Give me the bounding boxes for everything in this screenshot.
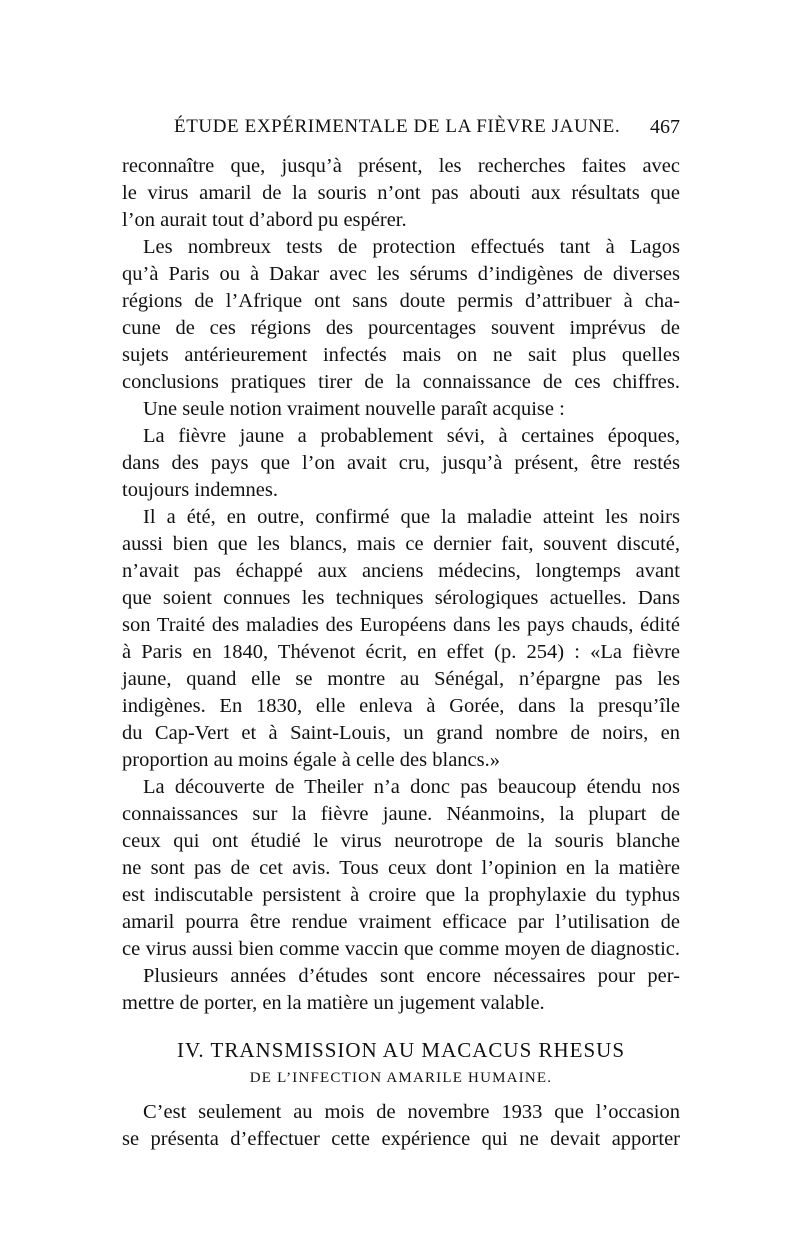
running-head [122,116,680,146]
text-line: La découverte de Theiler n’a donc pas beaucoup étendu nos [143,776,680,798]
text-line: proportion au moins égale à celle des blancs.» [122,749,500,771]
text-line: régions de l’Afrique ont sans doute permis d’attribuer à cha- [122,290,680,312]
text-line: amaril pourra être rendue vraiment efficace par l’utilisation de [122,911,680,933]
text-line: à Paris en 1840, Thévenot écrit, en effet (p. 254) : «La fièvre [122,641,680,663]
text-line: toujours indemnes. [122,479,279,501]
text-line: Les nombreux tests de protection effectués tant à Lagos [143,236,680,258]
text-line: dans des pays que l’on avait cru, jusqu’à présent, être restés [122,452,680,474]
section-subheading: DE L’INFECTION AMARILE HUMAINE. [249,1070,553,1086]
text-line: cune de ces régions des pourcentages souvent imprévus de [122,317,680,339]
text-line: connaissances sur la fièvre jaune. Néanmoins, la plupart de [122,803,680,825]
section-heading: IV. TRANSMISSION AU MACACUS RHESUS [176,1038,626,1062]
text-line: l’on aurait tout d’abord pu espérer. [122,209,407,231]
section-gap [122,1017,680,1029]
text-line: aussi bien que les blancs, mais ce dernier fait, souvent discuté, [122,533,680,555]
text-line: reconnaître que, jusqu’à présent, les recherches faites avec [122,155,680,177]
text-line: Une seule notion vraiment nouvelle paraît acquise : [143,398,565,420]
text-line: conclusions pratiques tirer de la connaissance de ces chiffres. [122,371,680,393]
text-line: jaune, quand elle se montre au Sénégal, n’épargne pas les [122,668,680,690]
text-line: le virus amaril de la souris n’ont pas abouti aux résultats que [122,182,680,204]
text-line: mettre de porter, en la matière un jugement valable. [122,992,545,1014]
text-line: Plusieurs années d’études sont encore nécessaires pour per- [143,965,680,987]
text-line: que soient connues les techniques sérologiques actuelles. Dans [122,587,680,609]
text-line: du Cap-Vert et à Saint-Louis, un grand nombre de noirs, en [122,722,680,744]
running-title: ÉTUDE EXPÉRIMENTALE DE LA FIÈVRE JAUNE. [174,116,621,137]
text-line: se présenta d’effectuer cette expérience qui ne devait apporter [122,1128,680,1150]
text-line: La fièvre jaune a probablement sévi, à certaines époques, [143,425,680,447]
body-text [122,153,680,1153]
page-number: 467 [650,116,680,138]
text-line: ne sont pas de cet avis. Tous ceux dont l’opinion en la matière [122,857,680,879]
text-line: indigènes. En 1830, elle enleva à Gorée, dans la presqu’île [122,695,680,717]
text-line: son Traité des maladies des Européens dans les pays chauds, édité [122,614,680,636]
text-line: ceux qui ont étudié le virus neurotrope de la souris blanche [122,830,680,852]
text-line: qu’à Paris ou à Dakar avec les sérums d’indigènes de diverses [122,263,680,285]
text-line: Il a été, en outre, confirmé que la maladie atteint les noirs [143,506,680,528]
text-line: est indiscutable persistent à croire que la prophylaxie du typhus [122,884,680,906]
text-line: n’avait pas échappé aux anciens médecins, longtemps avant [122,560,680,582]
text-line: ce virus aussi bien comme vaccin que comme moyen de diagnostic. [122,938,680,960]
text-line: sujets antérieurement infectés mais on ne sait plus quelles [122,344,680,366]
text-line: C’est seulement au mois de novembre 1933 que l’occasion [143,1101,680,1123]
